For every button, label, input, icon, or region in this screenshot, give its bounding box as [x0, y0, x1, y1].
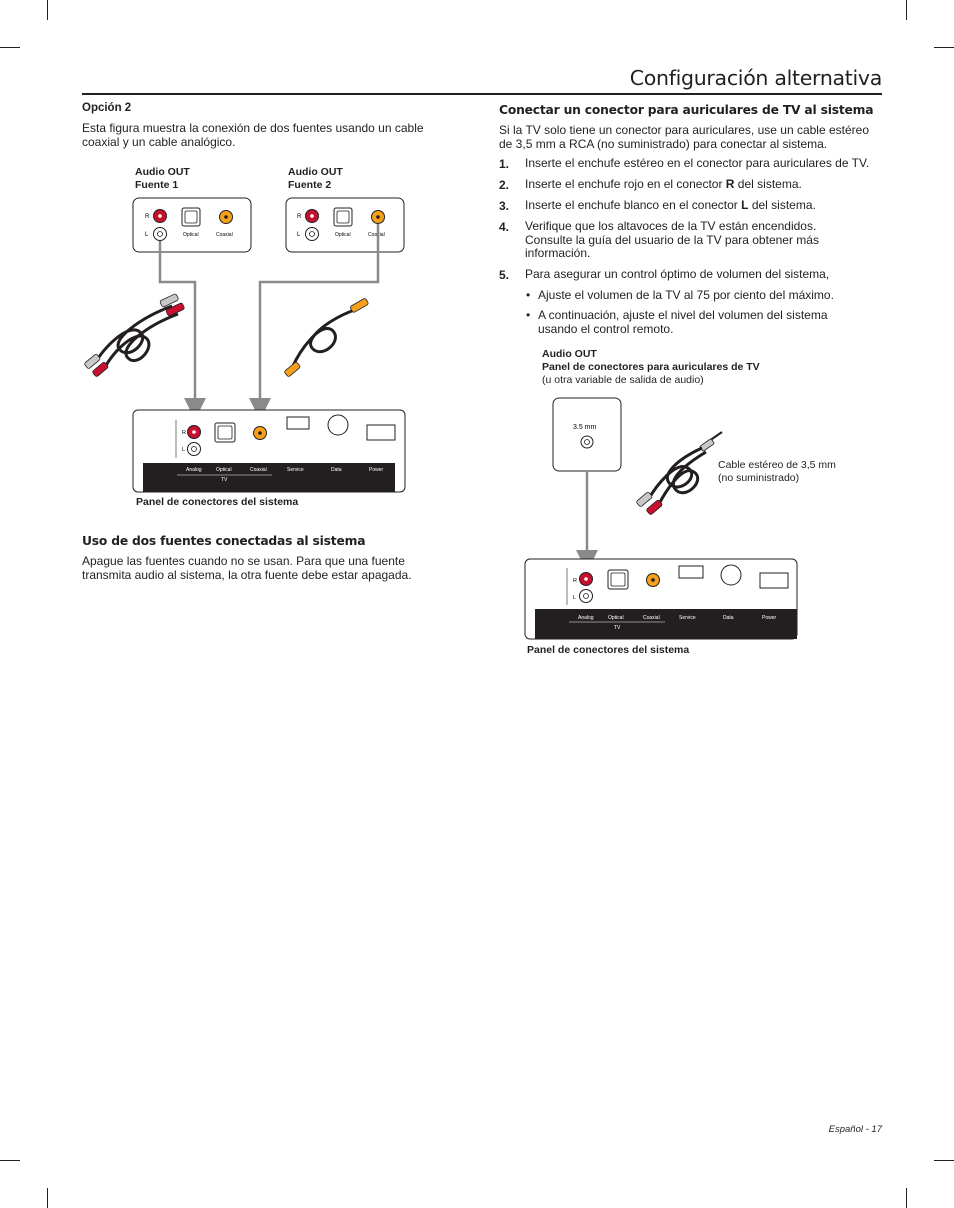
source-panel-1 [133, 198, 251, 252]
cable-label-line1: Cable estéreo de 3,5 mm [718, 459, 836, 471]
cable-label-line2: (no suministrado) [718, 472, 800, 484]
system-connector-panel [525, 559, 797, 639]
strip-service-label: Service [287, 467, 304, 473]
crop-mark [47, 1188, 48, 1208]
bullet-text: A continuación, ajuste el nivel del volumen del sistema usando el control remoto. [538, 308, 828, 336]
data-port [721, 565, 741, 585]
strip-analog-label: Analog [578, 615, 594, 621]
page-number: Español - 17 [828, 1124, 882, 1135]
option2-diagram [60, 190, 420, 500]
headphone-diagram [520, 390, 810, 645]
section-heading: Uso de dos fuentes conectadas al sistema [82, 534, 366, 548]
system-connector-panel [133, 410, 405, 492]
option-paragraph: Esta figura muestra la conexión de dos fuentes usando un cable coaxial y un cable analógico. [82, 121, 424, 149]
system-r-label: R [182, 430, 186, 436]
rca-white-jack [580, 590, 593, 603]
system-label-strip [535, 609, 797, 639]
right-heading: Conectar un conector para auriculares de TV al sistema [499, 103, 874, 117]
header-rule [82, 93, 882, 95]
step-text: Verifique que los altavoces de la TV están encendidos. Consulte la guía del usuario de la TV para obtener más información. [525, 219, 819, 260]
source-optical-label: Optical [335, 232, 351, 238]
power-port [760, 573, 788, 588]
system-r-label: R [573, 578, 577, 584]
crop-mark [47, 0, 48, 20]
strip-optical-label: Optical [608, 615, 624, 621]
step-number: 3. [499, 199, 510, 213]
jack-size-label: 3.5 mm [573, 424, 597, 431]
source2-label-title: Audio OUT [288, 166, 343, 178]
strip-data-label: Data [331, 467, 342, 473]
rca-white-jack [188, 443, 201, 456]
coaxial-cable-icon [284, 298, 369, 377]
step-text: Para asegurar un control óptimo de volumen del sistema, [525, 267, 830, 281]
step-text: Inserte el enchufe estéreo en el conector para auriculares de TV. [525, 156, 870, 170]
tv-headphone-panel [553, 398, 621, 471]
source1-label-sub: Fuente 1 [135, 179, 179, 191]
right-figure-title: Audio OUT [542, 348, 597, 360]
strip-power-label: Power [762, 615, 777, 621]
step-text: Inserte el enchufe blanco en el conector L del sistema. [525, 198, 816, 212]
bullet-icon: • [526, 308, 531, 322]
strip-coaxial-label: Coaxial [250, 467, 267, 473]
source-l-label: L [297, 232, 301, 238]
data-port [328, 415, 348, 435]
headphone-jack [581, 436, 593, 448]
crop-mark [906, 1188, 907, 1208]
crop-mark [906, 0, 907, 20]
left-figure-caption: Panel de conectores del sistema [136, 496, 299, 508]
crop-mark [0, 47, 20, 48]
source-optical-label: Optical [183, 232, 199, 238]
source-panel-2 [286, 198, 404, 252]
crop-mark [0, 1160, 20, 1161]
rca-white-jack [154, 228, 167, 241]
strip-optical-label: Optical [216, 467, 232, 473]
source2-label-sub: Fuente 2 [288, 179, 332, 191]
crop-mark [934, 47, 954, 48]
bullet-icon: • [526, 288, 531, 302]
power-port [367, 425, 395, 440]
option-heading: Opción 2 [82, 102, 132, 114]
service-port [287, 417, 309, 429]
rca-white-jack [306, 228, 319, 241]
source1-label-title: Audio OUT [135, 166, 190, 178]
right-figure-note: (u otra variable de salida de audio) [542, 374, 704, 386]
step-number: 4. [499, 220, 510, 234]
strip-power-label: Power [369, 467, 384, 473]
rca-cable-icon [84, 293, 185, 377]
service-port [679, 566, 703, 578]
system-l-label: L [182, 447, 186, 453]
strip-service-label: Service [679, 615, 696, 621]
step-number: 2. [499, 178, 510, 192]
right-figure-caption: Panel de conectores del sistema [527, 644, 690, 656]
system-label-strip [143, 463, 395, 492]
source-coaxial-label: Coaxial [368, 232, 385, 238]
source-coaxial-label: Coaxial [216, 232, 233, 238]
right-intro: Si la TV solo tiene un conector para auriculares, use un cable estéreo de 3,5 mm a RCA (no suministrado) para conectar al sistema. [499, 123, 869, 151]
source-l-label: L [145, 232, 149, 238]
step-number: 5. [499, 268, 510, 282]
strip-coaxial-label: Coaxial [643, 615, 660, 621]
strip-analog-label: Analog [186, 467, 202, 473]
bullet-text: Ajuste el volumen de la TV al 75 por ciento del máximo. [538, 288, 834, 302]
step-text: Inserte el enchufe rojo en el conector R del sistema. [525, 177, 802, 191]
system-l-label: L [573, 595, 577, 601]
strip-tv-label: TV [221, 477, 228, 483]
right-figure-subtitle: Panel de conectores para auriculares de TV [542, 361, 760, 373]
section-paragraph: Apague las fuentes cuando no se usan. Para que una fuente transmita audio al sistema, la otra fuente debe estar apagada. [82, 554, 412, 582]
crop-mark [934, 1160, 954, 1161]
source-r-label: R [297, 214, 302, 220]
page-title: Configuración alternativa [629, 66, 882, 90]
step-number: 1. [499, 157, 510, 171]
source-r-label: R [145, 214, 150, 220]
stereo-cable-icon [636, 432, 722, 515]
strip-tv-label: TV [614, 625, 621, 631]
strip-data-label: Data [723, 615, 734, 621]
